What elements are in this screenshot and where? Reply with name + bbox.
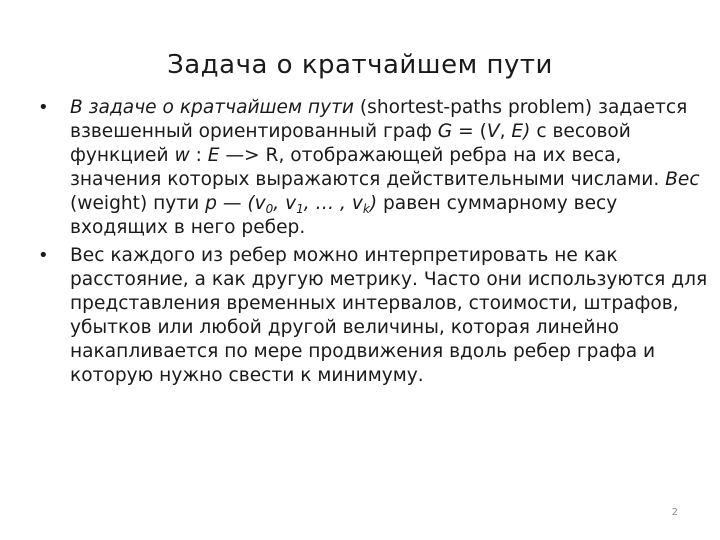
bullet-icon: • xyxy=(38,245,49,266)
bullet-icon: • xyxy=(38,97,49,118)
text-run: — xyxy=(216,193,248,214)
italic-text: , … , v xyxy=(303,193,363,214)
italic-text: Вес xyxy=(665,169,700,190)
text-run: (weight) пути xyxy=(70,193,206,214)
italic-text: w xyxy=(174,145,190,166)
italic-text: p xyxy=(205,193,217,214)
subscript: 1 xyxy=(296,202,304,216)
italic-text: В задаче о кратчайшем пути xyxy=(70,97,355,118)
italic-text: ) xyxy=(369,193,378,214)
bullet-text: Вес каждого из ребер можно интерпретировать не как расстояние, а как другую метрику. Часто они используются для представления временных интервалов, стоимости, штрафов, убытков или любой другой величины, которая линейно накапливается по мере продвижения вдоль ребер графа и которую нужно свести к минимуму. xyxy=(70,245,708,386)
text-run: : xyxy=(189,145,208,166)
text-run: , xyxy=(499,121,512,142)
italic-text: V xyxy=(486,121,500,142)
italic-text: , v xyxy=(273,193,297,214)
slide-title: Задача о кратчайшем пути xyxy=(167,50,553,80)
text-run: равен суммарному весу входящих в него ребер. xyxy=(70,193,618,238)
bullet-item-shortest-path-definition xyxy=(38,96,708,240)
italic-text: E) xyxy=(511,121,531,142)
text-run: с весовой функцией xyxy=(70,121,631,166)
bullet-item-weight-interpretation xyxy=(38,244,708,388)
italic-text: (v xyxy=(247,193,266,214)
slide-body xyxy=(38,96,708,392)
text-run: (shortest-paths problem) задается взвешенный ориентированный граф xyxy=(70,97,688,142)
italic-text: G xyxy=(437,121,453,142)
text-run: —> R, отображающей ребра на их веса, значения которых выражаются действительными числами. xyxy=(70,145,666,190)
italic-text: E xyxy=(207,145,220,166)
subscript: 0 xyxy=(265,202,274,216)
text-run: = ( xyxy=(452,121,487,142)
page-number: 2 xyxy=(671,507,678,518)
subscript: k xyxy=(362,202,370,216)
